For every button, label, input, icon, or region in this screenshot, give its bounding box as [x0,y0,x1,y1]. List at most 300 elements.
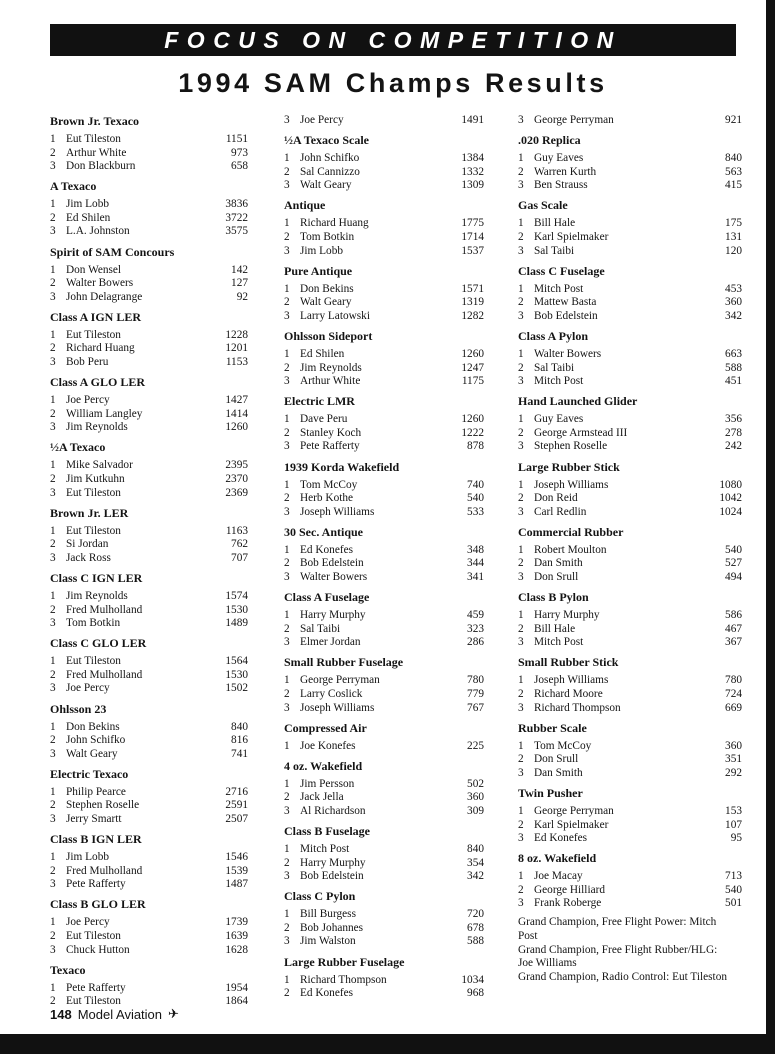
result-row [50,525,248,539]
result-row [518,506,742,520]
place-number: 3 [284,570,290,583]
results-section [50,767,248,827]
event-title: Hand Launched Glider [518,394,638,409]
place-number: 3 [50,682,56,695]
score: 92 [236,290,248,303]
place-number: 2 [284,296,290,309]
score: 720 [467,908,484,921]
place-number: 3 [284,309,290,322]
result-row [50,617,248,631]
results-section [518,786,742,846]
place-number: 1 [284,739,290,752]
result-row [284,609,484,623]
result-row [518,152,742,166]
results-section [518,133,742,193]
results-section [284,394,484,454]
results-section [50,832,248,892]
place-number: 3 [50,747,56,760]
result-row [50,473,248,487]
place-number: 3 [518,375,524,388]
score: 175 [725,217,742,230]
result-row [50,291,248,305]
result-row [284,283,484,297]
place-number: 2 [284,921,290,934]
result-row [518,492,742,506]
pilot-name: Joseph Williams [300,701,375,714]
score: 740 [467,478,484,491]
place-number: 3 [284,179,290,192]
place-number: 2 [50,473,56,485]
score: 533 [467,505,484,518]
result-row [284,506,484,520]
results-section [284,889,484,949]
place-number: 1 [518,609,524,622]
place-number: 1 [284,777,290,790]
place-number: 3 [50,421,56,434]
place-number: 1 [50,589,56,602]
grand-champion-line: Grand Champion, Free Flight Rubber/HLG: Joe Williams [518,943,718,970]
result-row [284,843,484,857]
score: 354 [467,856,484,869]
score: 840 [231,720,248,733]
score: 242 [725,440,742,453]
results-section [518,721,742,781]
place-number: 3 [50,943,56,956]
pilot-name: Arthur White [66,146,127,159]
result-row [284,674,484,688]
place-number: 3 [50,160,56,173]
score: 1639 [225,929,248,942]
score: 588 [467,935,484,948]
score: 527 [725,557,742,570]
results-section [50,963,248,1009]
score: 286 [467,636,484,649]
event-title: Pure Antique [284,263,353,278]
place-number: 3 [518,766,524,779]
place-number: 1 [50,263,56,276]
place-number: 2 [518,753,524,766]
place-number: 3 [284,636,290,649]
score: 1427 [225,394,248,407]
result-row [50,721,248,735]
place-number: 1 [518,870,524,883]
result-row [518,296,742,310]
place-number: 1 [284,843,290,855]
score: 1175 [461,375,484,388]
score: 540 [467,492,484,505]
place-number: 2 [518,426,524,439]
event-title: Texaco [50,962,86,977]
event-title: Ohlsson 23 [50,701,107,716]
result-row [50,982,248,996]
result-row [518,884,742,898]
score: 713 [725,870,742,883]
result-row [50,160,248,174]
score: 1539 [225,864,248,877]
place-number: 3 [518,897,524,910]
score: 1954 [225,981,248,994]
result-row [284,440,484,454]
pilot-name: Walter Bowers [534,347,602,360]
result-row [284,935,484,949]
pilot-name: Bob Edelstein [300,557,364,570]
score: 1163 [225,524,248,537]
result-row [50,538,248,552]
event-title: Class A Pylon [518,328,589,343]
result-row [518,310,742,324]
pilot-name: Al Richardson [300,804,366,817]
result-row [50,459,248,473]
place-number: 3 [50,551,56,564]
result-row [518,636,742,650]
pilot-name: George Perryman [300,674,380,687]
place-number: 2 [284,856,290,869]
event-title: 30 Sec. Antique [284,524,364,539]
place-number: 3 [518,636,524,649]
result-row [284,688,484,702]
results-section [518,460,742,520]
score: 348 [467,543,484,556]
result-row [284,296,484,310]
result-row [518,479,742,493]
result-row [518,544,742,558]
pilot-name: Eut Tileston [66,929,121,942]
event-title: Twin Pusher [518,785,583,800]
score: 840 [467,843,484,855]
pilot-name: Joe Percy [66,394,110,407]
pilot-name: Bob Edelstein [534,309,598,322]
pilot-name: William Langley [66,407,143,420]
score: 367 [725,636,742,649]
event-title: Class B GLO LER [50,897,146,912]
results-section [50,375,248,435]
results-section [284,525,484,585]
pilot-name: Pete Rafferty [300,440,360,453]
place-number: 3 [518,440,524,453]
score: 840 [725,152,742,165]
place-number: 1 [284,347,290,360]
event-title: .020 Replica [518,133,581,148]
place-number: 3 [518,832,524,845]
pilot-name: Richard Thompson [534,701,621,714]
result-row [518,688,742,702]
event-title: 8 oz. Wakefield [518,851,597,866]
place-number: 3 [50,290,56,303]
results-section [284,198,484,258]
result-row [518,179,742,193]
pilot-name: Mitch Post [534,282,584,295]
place-number: 1 [50,720,56,733]
place-number: 2 [50,799,56,812]
pilot-name: Bob Edelstein [300,870,364,883]
score: 2507 [225,813,248,825]
pilot-name: Richard Thompson [300,973,387,986]
place-number: 2 [284,361,290,374]
result-row [284,805,484,819]
place-number: 2 [50,734,56,747]
score: 588 [725,361,742,374]
results-section [284,264,484,324]
score: 1574 [225,589,248,602]
page-number: 148 [50,1006,72,1022]
pilot-name: Bill Burgess [300,908,356,921]
place-number: 2 [518,165,524,178]
pilot-name: Walt Geary [300,179,352,192]
place-number: 2 [284,492,290,505]
pilot-name: Dan Smith [534,766,583,779]
score: 323 [467,622,484,635]
place-number: 2 [50,146,56,159]
place-number: 3 [284,935,290,948]
result-row [50,394,248,408]
result-row [50,225,248,239]
result-row [518,440,742,454]
place-number: 1 [50,459,56,472]
result-row [284,791,484,805]
pilot-name: Tom McCoy [300,478,358,491]
score: 1739 [225,916,248,929]
result-row [284,413,484,427]
result-row [50,813,248,827]
score: 968 [467,987,484,1000]
place-number: 2 [518,687,524,700]
event-title: Brown Jr. Texaco [50,114,140,128]
result-row [518,166,742,180]
event-title: Compressed Air [284,720,367,735]
result-row [518,767,742,781]
result-row [518,740,742,754]
pilot-name: Jim Lobb [66,198,109,211]
pilot-name: Elmer Jordan [300,636,361,649]
pilot-name: Guy Eaves [534,152,584,165]
place-number: 3 [284,244,290,257]
pilot-name: Joe Konefes [300,739,356,752]
score: 540 [725,543,742,556]
event-title: Class A IGN LER [50,309,142,324]
event-title: Class C GLO LER [50,636,147,651]
result-row [518,231,742,245]
result-row [50,147,248,161]
pilot-name: Walt Geary [66,747,118,760]
result-row [50,878,248,892]
score: 1487 [225,878,248,891]
results-section [50,179,248,239]
pilot-name: Eut Tileston [66,133,121,145]
place-number: 2 [284,557,290,570]
result-row [518,805,742,819]
score: 342 [725,309,742,322]
score: 360 [467,791,484,804]
score: 1537 [461,244,484,257]
results-section [284,955,484,1001]
result-row [284,245,484,259]
result-row [284,908,484,922]
results-section [50,440,248,500]
place-number: 1 [50,328,56,341]
pilot-name: Harry Murphy [300,609,366,622]
result-row [50,552,248,566]
place-number: 2 [284,426,290,439]
pilot-name: Dan Smith [534,557,583,570]
place-number: 1 [50,785,56,798]
results-section [518,329,742,389]
place-number: 3 [50,813,56,825]
pilot-name: Harry Murphy [534,609,600,622]
result-row [284,557,484,571]
place-number: 2 [284,987,290,1000]
result-row [518,819,742,833]
score: 780 [725,674,742,687]
banner-text: FOCUS ON COMPETITION [164,26,622,53]
score: 1530 [225,668,248,681]
pilot-name: Bob Johannes [300,921,364,934]
result-row [50,799,248,813]
pilot-name: Stephen Roselle [66,799,140,812]
event-title: ½A Texaco Scale [284,133,370,148]
result-row [284,702,484,716]
result-row [50,356,248,370]
results-section [284,824,484,884]
result-row [284,987,484,1001]
results-section [518,264,742,324]
score: 292 [725,766,742,779]
result-row [284,217,484,231]
score: 502 [467,777,484,790]
result-row [50,682,248,696]
pilot-name: George Armstead III [534,426,628,439]
place-number: 1 [518,804,524,817]
result-row [518,362,742,376]
pilot-name: George Perryman [534,804,614,817]
score: 459 [467,609,484,622]
results-section [518,525,742,585]
pilot-name: Pete Rafferty [66,878,126,891]
result-row [50,421,248,435]
result-row [284,857,484,871]
score: 3575 [225,225,248,238]
score: 816 [231,734,248,747]
score: 415 [725,179,742,192]
pilot-name: Mitch Post [300,843,350,855]
place-number: 2 [50,929,56,942]
pilot-name: Don Srull [534,570,579,583]
result-row [50,590,248,604]
score: 1151 [225,133,248,145]
pilot-name: Don Bekins [66,720,120,733]
place-number: 3 [284,114,290,126]
score: 1222 [461,426,484,439]
score: 142 [231,263,248,276]
place-number: 1 [50,524,56,537]
pilot-name: Karl Spielmaker [534,818,609,831]
score: 360 [725,739,742,752]
result-row [50,212,248,226]
pilot-name: Eut Tileston [66,524,121,537]
pilot-name: Ed Shilen [66,211,111,224]
score: 1080 [719,478,742,491]
results-section [284,460,484,520]
result-row [284,544,484,558]
score: 1571 [461,282,484,295]
score: 1628 [225,943,248,956]
place-number: 1 [50,655,56,668]
pilot-name: Joe Percy [300,114,344,126]
pilot-name: Ed Konefes [300,543,354,556]
event-title: Small Rubber Stick [518,655,619,670]
results-section [518,198,742,258]
score: 2591 [225,799,248,812]
place-number: 2 [518,361,524,374]
result-row [284,922,484,936]
score: 1714 [461,230,484,243]
pilot-name: Fred Mulholland [66,668,143,681]
place-number: 2 [50,538,56,551]
score: 780 [467,674,484,687]
place-number: 1 [284,152,290,165]
place-number: 1 [518,282,524,295]
place-number: 1 [50,981,56,994]
pilot-name: Larry Latowski [300,309,370,322]
result-row [518,623,742,637]
results-section [284,590,484,650]
score: 1546 [225,851,248,864]
place-number: 1 [50,133,56,145]
score: 1228 [225,328,248,341]
result-row [284,623,484,637]
place-number: 3 [518,309,524,322]
place-number: 1 [284,609,290,622]
pilot-name: George Perryman [534,114,614,126]
pilot-name: Jerry Smartt [66,813,122,825]
results-section [50,702,248,762]
results-section [50,571,248,631]
score: 921 [725,114,742,126]
place-number: 1 [50,851,56,864]
event-title: Class B Pylon [518,590,589,605]
pilot-name: Philip Pearce [66,785,126,798]
result-row [518,753,742,767]
pilot-name: Walter Bowers [300,570,368,583]
event-title: Class B IGN LER [50,832,142,847]
score: 1491 [461,114,484,126]
grand-champion-line: Grand Champion, Free Flight Power: Mitch Post [518,916,717,943]
pilot-name: Eut Tileston [66,486,121,499]
event-title: Commercial Rubber [518,524,624,539]
score: 344 [467,557,484,570]
place-number: 1 [518,413,524,426]
place-number: 1 [518,543,524,556]
place-number: 2 [284,791,290,804]
score: 1247 [461,361,484,374]
place-number: 3 [284,870,290,883]
pilot-name: Bill Hale [534,622,576,635]
results-section [518,851,742,911]
score: 1332 [461,165,484,178]
score: 1260 [225,421,248,434]
result-row [284,870,484,884]
score: 2395 [225,459,248,472]
score: 1775 [461,217,484,230]
result-row [50,930,248,944]
pilot-name: Don Bekins [300,282,354,295]
result-row [284,427,484,441]
pilot-name: George Hilliard [534,883,606,896]
score: 2370 [225,473,248,485]
score: 724 [725,687,742,700]
score: 1502 [225,682,248,695]
result-row [284,348,484,362]
pilot-name: Arthur White [300,375,361,388]
